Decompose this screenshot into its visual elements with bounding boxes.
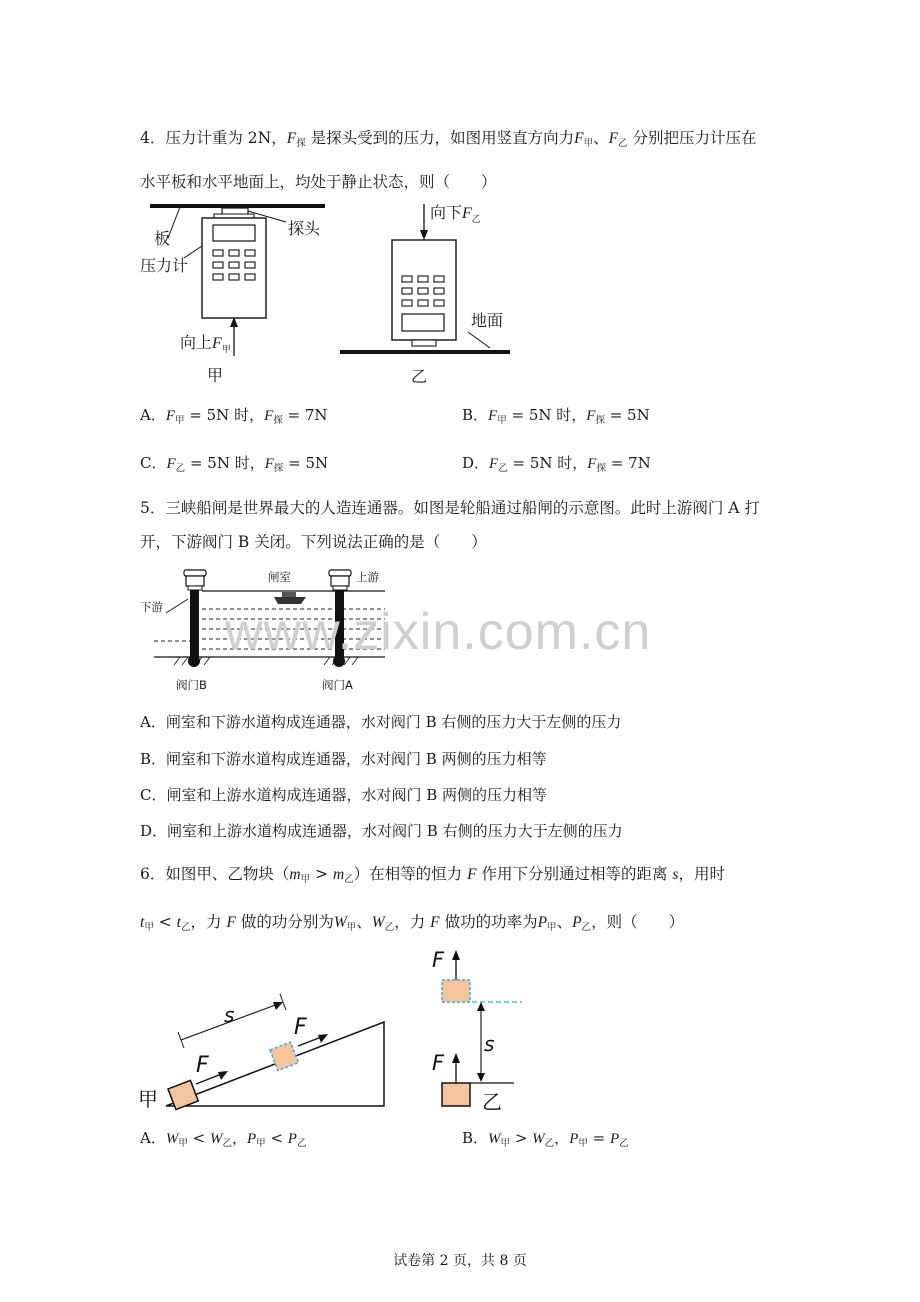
q5-option-c[interactable]: C．闸室和上游水道构成连通器，水对阀门 B 两侧的压力相等 bbox=[140, 786, 548, 804]
q6-vertical-figure bbox=[428, 945, 528, 1115]
q4-stem-line1: 4．压力计重为 2N，$F_探$ 是探头受到的压力，如图用竖直方向力$F_甲$、$F_乙$ 分别把压力计压在 bbox=[140, 129, 757, 149]
q5-option-a[interactable]: A．闸室和下游水道构成连通器，水对阀门 B 右侧的压力大于左侧的压力 bbox=[140, 713, 622, 731]
up-force-label: 向上$F_甲$ bbox=[180, 333, 231, 355]
q4-figure-jia bbox=[140, 198, 340, 388]
q4-option-d[interactable]: D．$F_乙 = 5N$ 时，$F_探 = 7N$ bbox=[462, 454, 651, 474]
watermark: www.zixin.com.cn bbox=[225, 603, 652, 661]
chamber-label: 闸室 bbox=[268, 570, 291, 584]
gauge-label: 压力计 bbox=[140, 256, 189, 275]
upstream-label: 上游 bbox=[356, 570, 379, 584]
board-label: 板 bbox=[154, 229, 171, 248]
q5-option-d[interactable]: D．闸室和上游水道构成连通器，水对阀门 B 右侧的压力大于左侧的压力 bbox=[140, 822, 623, 840]
figure-label-jia: 甲 bbox=[207, 366, 224, 385]
q4-stem-line2: 水平板和水平地面上，均处于静止状态，则（ ） bbox=[140, 173, 497, 191]
q4-figure-yi bbox=[338, 198, 518, 388]
incline-figure-label-jia: 甲 bbox=[138, 1087, 158, 1111]
incline-f-label-2: F bbox=[294, 1015, 307, 1040]
q5-option-b[interactable]: B．闸室和下游水道构成连通器，水对阀门 B 两侧的压力相等 bbox=[140, 750, 547, 768]
q4-option-c[interactable]: C．$F_乙 = 5N$ 时，$F_探 = 5N$ bbox=[140, 454, 329, 474]
probe-label: 探头 bbox=[288, 219, 321, 238]
q6-option-a[interactable]: A．$W_甲 < W_乙$，$P_甲 < P_乙$ bbox=[140, 1129, 307, 1149]
q6-option-b[interactable]: B．$W_甲 > W_乙$，$P_甲 = P_乙$ bbox=[462, 1129, 629, 1149]
page-footer: 试卷第 2 页，共 8 页 bbox=[393, 1253, 527, 1269]
vertical-f-label-top: F bbox=[432, 948, 445, 972]
q5-stem-line1: 5．三峡船闸是世界最大的人造连通器。如图是轮船通过船闸的示意图。此时上游阀门 A 打 bbox=[140, 499, 760, 517]
q6-stem-line2: $t_甲 < t_乙$，力 F 做的功分别为$W_甲$、$W_乙$，力 F 做功的功率为$P_甲$、$P_乙$，则（ ） bbox=[140, 913, 685, 933]
incline-s-label: s bbox=[224, 1003, 235, 1027]
vertical-s-label: s bbox=[484, 1032, 495, 1056]
q6-incline-figure bbox=[138, 1003, 388, 1111]
q4-option-b[interactable]: B．$F_甲 = 5N$ 时，$F_探 = 5N$ bbox=[462, 406, 650, 426]
q5-stem-line2: 开，下游阀门 B 关闭。下列说法正确的是（ ） bbox=[140, 533, 487, 551]
q4-option-a[interactable]: A．$F_甲 = 5N$ 时，$F_探 = 7N$ bbox=[140, 406, 328, 426]
incline-f-label-1: F bbox=[196, 1053, 209, 1078]
q6-stem-line1: 6．如图甲、乙物块$(m_甲 > m_乙)$在相等的恒力 F 作用下分别通过相等的距离 s，用时 bbox=[140, 865, 725, 885]
down-force-label: 向下$F_乙$ bbox=[430, 203, 481, 225]
figure-label-yi: 乙 bbox=[411, 367, 428, 386]
ground-label: 地面 bbox=[471, 311, 504, 330]
vertical-figure-label-yi: 乙 bbox=[482, 1090, 502, 1114]
downstream-label: 下游 bbox=[140, 600, 163, 614]
vertical-f-label-bottom: F bbox=[432, 1051, 445, 1075]
valve-b-label: 阀门B bbox=[176, 678, 207, 692]
valve-a-label: 阀门A bbox=[322, 678, 353, 692]
